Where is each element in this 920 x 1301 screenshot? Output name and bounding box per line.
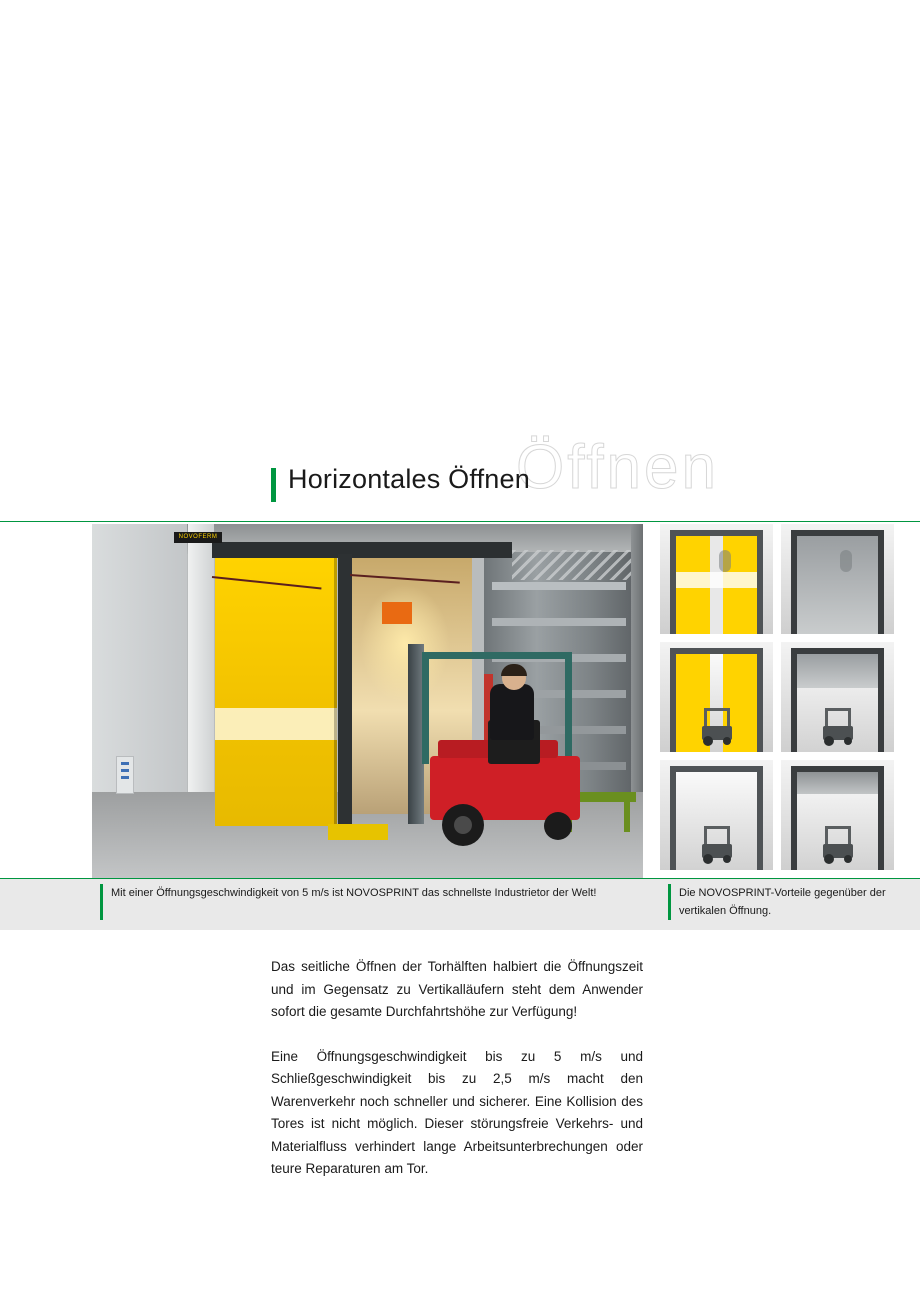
page-title-text: Horizontales Öffnen bbox=[288, 464, 530, 494]
thumbnail-closed-grey bbox=[781, 524, 894, 634]
floor-bollard bbox=[328, 824, 388, 840]
title-accent-bar bbox=[271, 468, 276, 502]
forklift-wheel-icon bbox=[723, 855, 731, 863]
door-curtain bbox=[797, 772, 878, 794]
door-header-beam bbox=[212, 542, 512, 558]
door-vision-band bbox=[676, 572, 757, 588]
door-curtain bbox=[797, 536, 878, 634]
body-paragraph-2: Eine Öffnungsgeschwindigkeit bis zu 5 m/s und Schließgeschwindigkeit bis zu 2,5 m/s macht den Warenverkehr noch schneller und sicherer. Eine Kollision des Tores ist nicht möglich. Dieser störungsfreie Verkehrs- und Materialfluss verhindert lange Arbeitsunterbrechungen oder teure Reparaturen am Tor. bbox=[271, 1048, 643, 1176]
door-guide-post bbox=[338, 554, 352, 830]
forklift-wheel-icon bbox=[844, 737, 852, 745]
driver-torso bbox=[490, 684, 534, 740]
thumbnail-open-grey bbox=[781, 760, 894, 870]
main-photo bbox=[92, 524, 643, 878]
forklift-wheel-icon bbox=[703, 736, 713, 746]
door-curtain bbox=[797, 654, 878, 688]
forklift-cage-icon bbox=[704, 826, 730, 846]
wall-control-panel bbox=[116, 756, 134, 794]
body-paragraph-1: Das seitliche Öffnen der Torhälften halbiert die Öffnungszeit und im Gegensatz zu Vertikalläufern steht dem Anwender sofort die gesamte Durchfahrtshöhe zur Verfügung! bbox=[271, 959, 643, 1019]
caption-right bbox=[668, 884, 908, 920]
caption-left bbox=[100, 884, 620, 920]
forklift-wheel-icon bbox=[824, 736, 834, 746]
thumbnail-grid bbox=[660, 524, 902, 878]
forklift-icon bbox=[821, 706, 855, 746]
forklift-front-wheel bbox=[442, 804, 484, 846]
caption-left-text: Mit einer Öffnungsgeschwindigkeit von 5 m/s ist NOVOSPRINT das schnellste Industrietor der Welt! bbox=[111, 887, 597, 899]
caption-accent-bar bbox=[100, 884, 103, 920]
forklift-wheel-icon bbox=[844, 855, 852, 863]
person-silhouette bbox=[719, 550, 731, 572]
heading-ghost-text: Öffnen bbox=[516, 433, 720, 502]
body-copy bbox=[271, 956, 643, 1181]
caption-right-text: Die NOVOSPRINT-Vorteile gegenüber der vertikalen Öffnung. bbox=[679, 887, 886, 917]
hall-wall-right bbox=[631, 524, 643, 816]
forklift-icon bbox=[821, 824, 855, 864]
forklift-cage-icon bbox=[704, 708, 730, 728]
brand-logo: NOVOFERM bbox=[174, 532, 222, 543]
hall-pillar bbox=[188, 524, 214, 814]
thumbnail-opening-grey bbox=[781, 642, 894, 752]
forklift-wheel-icon bbox=[703, 854, 713, 864]
forklift-wheel-icon bbox=[723, 737, 731, 745]
divider-top-left bbox=[0, 521, 660, 522]
page-title bbox=[271, 466, 530, 502]
forklift-wheel-icon bbox=[824, 854, 834, 864]
forklift-rear-wheel bbox=[544, 812, 572, 840]
forklift-icon bbox=[700, 824, 734, 864]
door-leaf-edge bbox=[334, 558, 337, 826]
thumbnail-open-yellow bbox=[660, 760, 773, 870]
caption-accent-bar bbox=[668, 884, 671, 920]
forklift-icon bbox=[700, 706, 734, 746]
forklift-cage-icon bbox=[825, 826, 851, 846]
door-leaf-yellow bbox=[215, 558, 337, 826]
person-silhouette bbox=[840, 550, 852, 572]
hall-wall-left bbox=[92, 524, 187, 804]
thumbnail-opening-yellow bbox=[660, 642, 773, 752]
thumbnail-closed-yellow bbox=[660, 524, 773, 634]
door-vision-panel bbox=[215, 708, 337, 740]
ceiling-truss bbox=[512, 550, 642, 580]
forklift-cage-icon bbox=[825, 708, 851, 728]
divider-top-right bbox=[660, 521, 920, 522]
orange-crate bbox=[382, 602, 412, 624]
